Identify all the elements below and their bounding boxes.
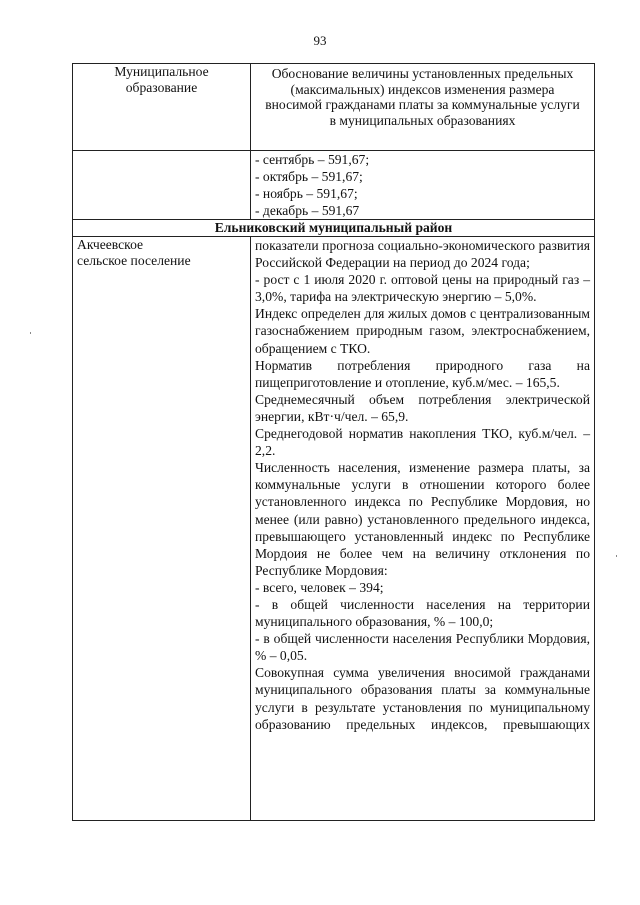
section-row [73, 220, 595, 237]
header-municipality-label: Муниципальное образование [114, 64, 209, 95]
justification-paragraph: Численность населения, изменение размера платы, за коммунальные услуги в отношении которого более установленного индекса по Республике Мордовия, но менее (или равно) установленного предельного индекса, превышающего установленный индекс по Республике Мордоия не более чем на величину отклонения по Республике Мордовия: [255, 460, 590, 578]
page-number: 93 [313, 33, 327, 48]
carryover-row [73, 151, 595, 220]
municipality-row [73, 237, 595, 821]
month-item: - ноябрь – 591,67; [255, 186, 358, 201]
month-item: - сентябрь – 591,67; [255, 152, 370, 167]
municipality-cell [73, 237, 251, 821]
justification-cell [251, 237, 595, 821]
carryover-months-cell [251, 151, 595, 220]
table-header-row [73, 64, 595, 151]
section-title: Ельниковский муниципальный район [73, 220, 595, 237]
month-item: - декабрь – 591,67 [255, 203, 360, 218]
header-justification-label: Обоснование величины установленных предельных (максимальных) индексов изменения размера вносимой гражданами платы за коммунальные услуги в муниципальных образованиях [265, 66, 580, 128]
carryover-empty-cell [73, 151, 251, 220]
header-municipality [73, 64, 251, 151]
justification-paragraph: показатели прогноза социально-экономического развития Российской Федерации на период до 2024 года; [255, 238, 590, 271]
justification-paragraph: - в общей численности населения Республики Мордовия, % – 0,05. [255, 631, 590, 664]
month-item: - октябрь – 591,67; [255, 169, 363, 184]
justification-paragraph: - в общей численности населения на территории муниципального образования, % – 100,0; [255, 596, 590, 630]
scan-mark [30, 332, 31, 334]
justification-paragraph: Среднегодовой норматив накопления ТКО, куб.м/чел. – 2,2. [255, 426, 590, 459]
justification-paragraph: Индекс определен для жилых домов с централизованным газоснабжением природным газом, электроснабжением, обращением с ТКО. [255, 306, 590, 356]
municipality-name-line1: Акчеевское [77, 237, 144, 252]
header-justification [251, 64, 595, 151]
scan-mark [616, 555, 617, 557]
justification-table [72, 63, 595, 821]
justification-paragraph: Среднемесячный объем потребления электрической энергии, кВт·ч/чел. – 65,9. [255, 391, 590, 424]
justification-paragraph: - рост с 1 июля 2020 г. оптовой цены на природный газ – 3,0%, тарифа на электрическую энергию – 5,0%. [255, 272, 590, 305]
justification-paragraph: Норматив потребления природного газа на пищеприготовление и отопление, куб.м/мес. – 165,5. [255, 357, 590, 390]
justification-paragraph: Совокупная сумма увеличения вносимой гражданами муниципального образования платы за коммунальные услуги в результате установления по муниципальному образованию предельных индексов, превышающих [255, 665, 590, 732]
justification-paragraph: - всего, человек – 394; [255, 579, 384, 595]
municipality-name-line2: сельское поселение [77, 252, 191, 268]
